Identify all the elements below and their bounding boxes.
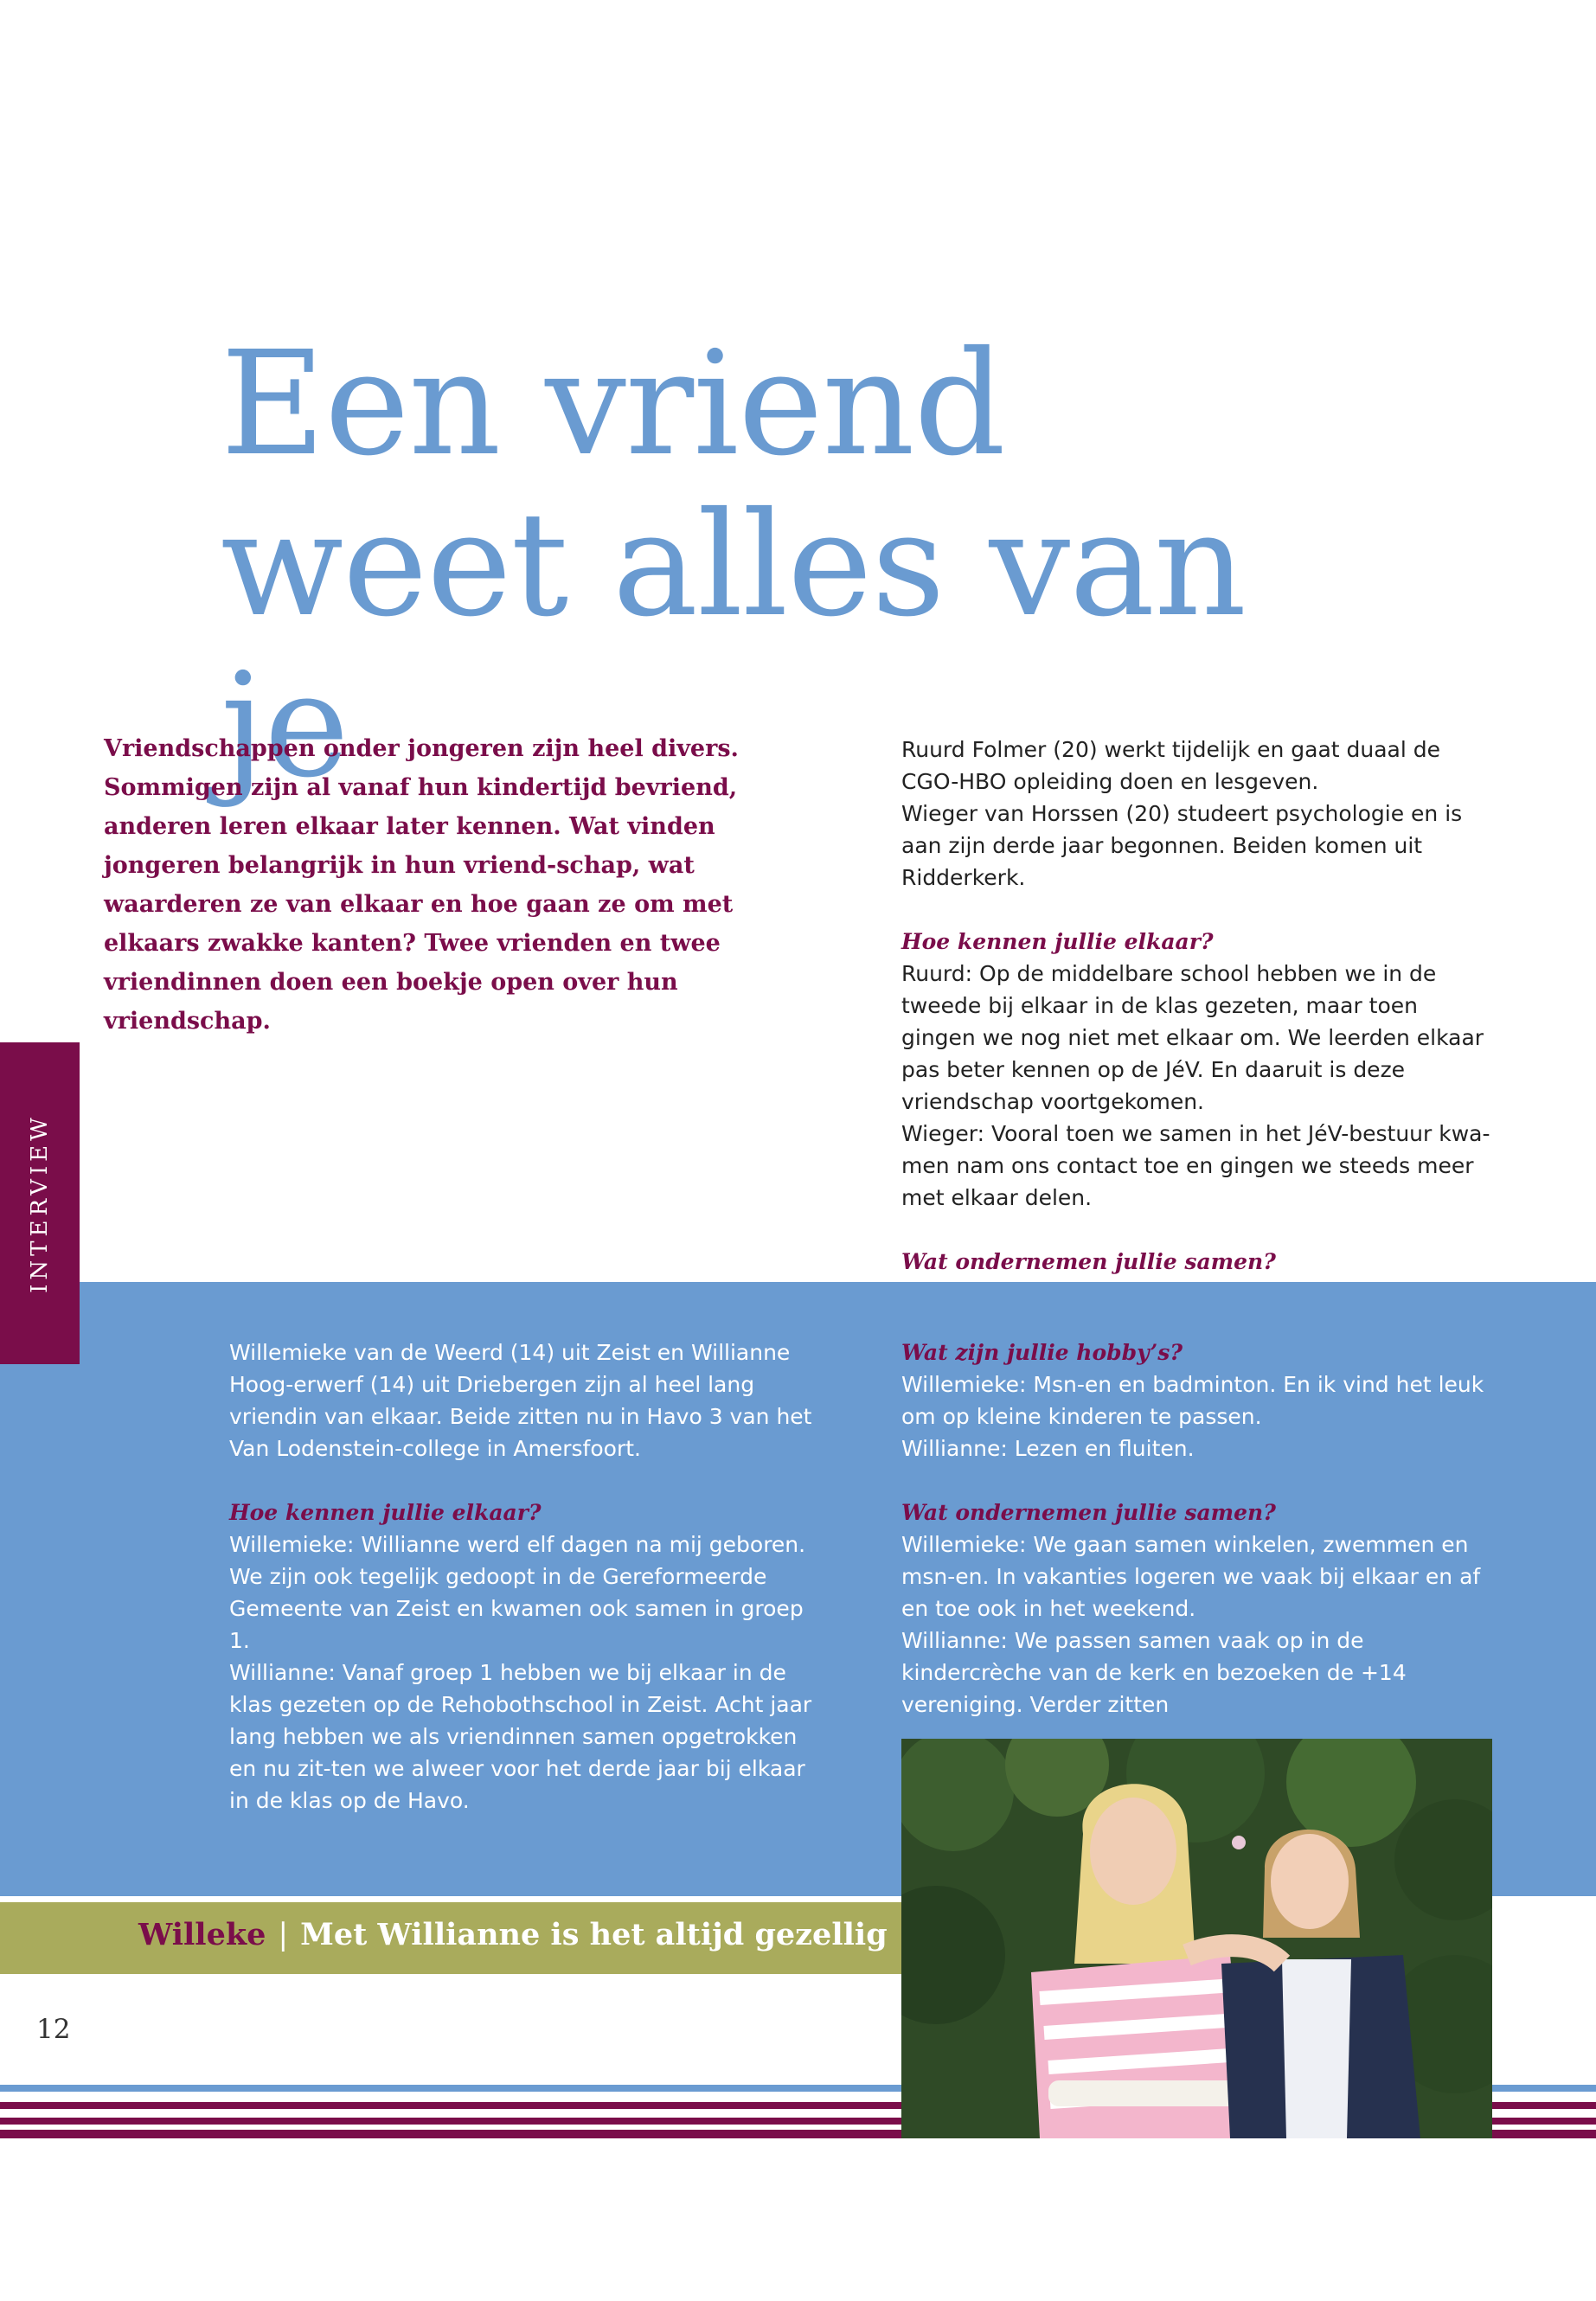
page-number: 12 bbox=[36, 2014, 71, 2045]
question-heading: Wat ondernemen jullie samen? bbox=[901, 1249, 1276, 1274]
answer-paragraph: Willemieke: Willianne werd elf dagen na mij geboren. We zijn ook tegelijk gedoopt in de Gereformeerde Gemeente van Zeist en kwamen ook samen in groep 1. bbox=[229, 1532, 806, 1653]
intro-paragraph: Vriendschappen onder jongeren zijn heel divers. Sommigen zijn al vanaf hun kindertijd bevriend, anderen leren elkaar later kennen. Wat vinden jongeren belangrijk in hun vriend-schap, wat waarderen ze van elkaar en hoe gaan ze om met elkaars zwakke kanten? Twee vrienden en twee vriendinnen doen een boekje open over hun vriendschap. bbox=[104, 735, 739, 1035]
right-column-top bbox=[901, 734, 1498, 1342]
body-paragraph: Willemieke van de Weerd (14) uit Zeist en Willianne Hoog-erwerf (14) uit Driebergen zijn al heel lang vriendin van elkaar. Beide zitten nu in Havo 3 van het Van Lodenstein-college in Amersfoort. bbox=[229, 1340, 812, 1461]
answer-paragraph: Ruurd: Op de middelbare school hebben we in de tweede bij elkaar in de klas gezeten, maar toen gingen we nog niet met elkaar om. We leerden elkaar pas beter kennen op de JéV. En daaruit is deze vriendschap voortgekomen. bbox=[901, 961, 1484, 1114]
question-heading: Hoe kennen jullie elkaar? bbox=[901, 929, 1214, 954]
friends-photo bbox=[901, 1739, 1492, 2138]
left-column-blue bbox=[229, 1336, 826, 1817]
photo-illustration bbox=[901, 1739, 1492, 2138]
question-heading: Wat ondernemen jullie samen? bbox=[901, 1500, 1276, 1525]
body-paragraph: Wieger van Horssen (20) studeert psychologie en is aan zijn derde jaar begonnen. Beiden komen uit Ridderkerk. bbox=[901, 801, 1463, 890]
answer-paragraph: Wieger: Vooral toen we samen in het JéV-bestuur kwa-men nam ons contact toe en gingen we steeds meer met elkaar delen. bbox=[901, 1121, 1490, 1210]
section-tab bbox=[0, 1042, 80, 1364]
answer-paragraph: Willianne: Vanaf groep 1 hebben we bij elkaar in de klas gezeten op de Rehobothschool in Zeist. Acht jaar lang hebben we als vriendinnen samen opgetrokken en nu zit-ten we alweer voor het derde jaar bij elkaar in de klas op de Havo. bbox=[229, 1660, 812, 1813]
pull-quote-text: Met Willianne is het altijd gezellig bbox=[300, 1917, 888, 1952]
pull-quote bbox=[138, 1913, 888, 1957]
answer-paragraph: Willemieke: We gaan samen winkelen, zwemmen en msn-en. In vakanties logeren we vaak bij elkaar en af en toe ook in het weekend. bbox=[901, 1532, 1481, 1621]
title-line-1: Een vriend bbox=[221, 321, 1005, 488]
section-tab-label: INTERVIEW bbox=[27, 1113, 53, 1293]
answer-paragraph: Willianne: We passen samen vaak op in de kindercrèche van de kerk en bezoeken de +14 vereniging. Verder zitten bbox=[901, 1628, 1407, 1717]
title-line-2: weet alles van je bbox=[221, 482, 1247, 810]
answer-paragraph: Willianne: Lezen en fluiten. bbox=[901, 1436, 1195, 1461]
question-heading: Hoe kennen jullie elkaar? bbox=[229, 1500, 542, 1525]
right-column-blue bbox=[901, 1336, 1507, 1721]
pull-quote-separator: | bbox=[278, 1918, 289, 1952]
pull-quote-name: Willeke bbox=[138, 1917, 266, 1952]
question-heading: Wat zijn jullie hobby’s? bbox=[901, 1340, 1183, 1365]
body-paragraph: Ruurd Folmer (20) werkt tijdelijk en gaat duaal de CGO-HBO opleiding doen en lesgeven. bbox=[901, 737, 1441, 794]
answer-paragraph: Willemieke: Msn-en en badminton. En ik vind het leuk om op kleine kinderen te passen. bbox=[901, 1372, 1484, 1429]
